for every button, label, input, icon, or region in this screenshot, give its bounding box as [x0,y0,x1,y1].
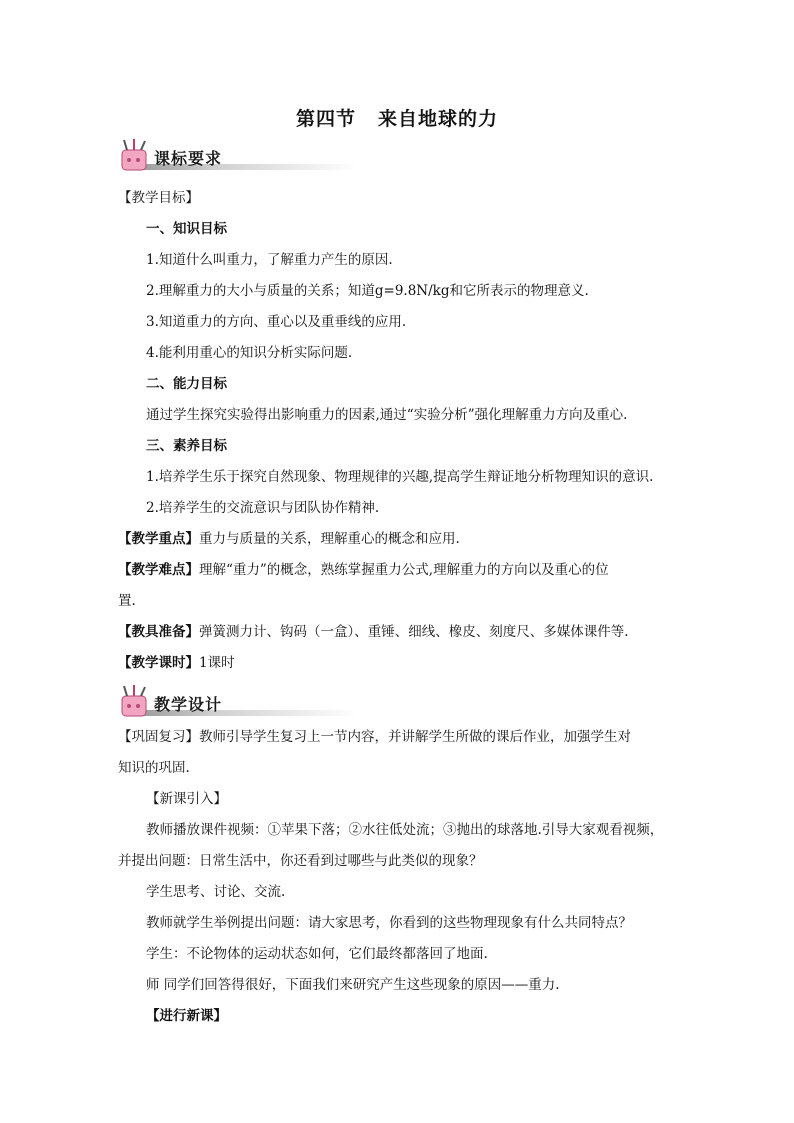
text-line: 并提出问题：日常生活中，你还看到过哪些与此类似的现象？ [118,853,483,869]
label: 【巩固复习】 [118,729,199,745]
text: 弹簧测力计、钩码（一盒）、重锤、细线、橡皮、刻度尺、多媒体课件等. [199,624,629,640]
heading-line: 【进行新课】 [146,1008,227,1024]
text-line: 2.理解重力的大小与质量的关系；知道g=9.8N/kg和它所表示的物理意义. [146,283,589,299]
text: 1课时 [199,655,235,671]
text-line [118,622,629,642]
section-banner-design [118,684,368,720]
text-line: 教师播放课件视频：①苹果下落；②水往低处流；③抛出的球落地.引导大家观看视频， [146,822,664,838]
text-line: 【教学目标】 [118,190,199,206]
text-line [118,727,631,747]
text-line: 教师就学生举例提出问题：请大家思考，你看到的这些物理现象有什么共同特点？ [146,915,632,931]
text-line: 学生思考、讨论、交流. [146,884,286,900]
text-line [118,529,460,549]
text-line: 学生：不论物体的运动状态如何，它们最终都落回了地面. [146,946,488,962]
text: 重力与质量的关系，理解重心的概念和应用. [199,531,460,547]
text-line: 知识的巩固. [118,760,190,776]
text-line [118,653,235,673]
text-line: 3.知道重力的方向、重心以及重垂线的应用. [146,314,407,330]
text-line [118,560,609,580]
heading-line: 二、能力目标 [146,376,227,392]
label: 【教学课时】 [118,655,199,671]
title-section: 第四节 [295,108,356,130]
text-line: 4.能利用重心的知识分析实际问题. [146,345,353,361]
text-line: 通过学生探究实验得出影响重力的因素,通过“实验分析”强化理解重力方向及重心. [146,407,628,423]
label: 【教具准备】 [118,624,199,640]
heading-line: 三、素养目标 [146,438,227,454]
text-line: 1.培养学生乐于探究自然现象、物理规律的兴趣,提高学生辩证地分析物理知识的意识. [146,469,654,485]
text-line: 2.培养学生的交流意识与团队协作精神. [146,500,380,516]
heading-line: 一、知识目标 [146,221,227,237]
page-title [0,104,794,131]
text-line: 【新课引入】 [146,791,227,807]
text-line: 置. [118,593,136,609]
banner-title: 课标要求 [154,149,223,168]
label: 【教学重点】 [118,531,199,547]
text: 理解“重力”的概念，熟练掌握重力公式,理解重力的方向以及重心的位 [199,562,609,578]
text: 教师引导学生复习上一节内容，并讲解学生所做的课后作业，加强学生对 [199,729,631,745]
section-banner-curriculum [118,138,368,174]
text-line: 1.知道什么叫重力，了解重力产生的原因. [146,252,393,268]
label: 【教学难点】 [118,562,199,578]
banner-title: 教学设计 [154,695,223,714]
title-text: 来自地球的力 [378,108,499,130]
text-line: 师 同学们回答得很好，下面我们来研究产生这些现象的原因——重力. [146,977,560,993]
